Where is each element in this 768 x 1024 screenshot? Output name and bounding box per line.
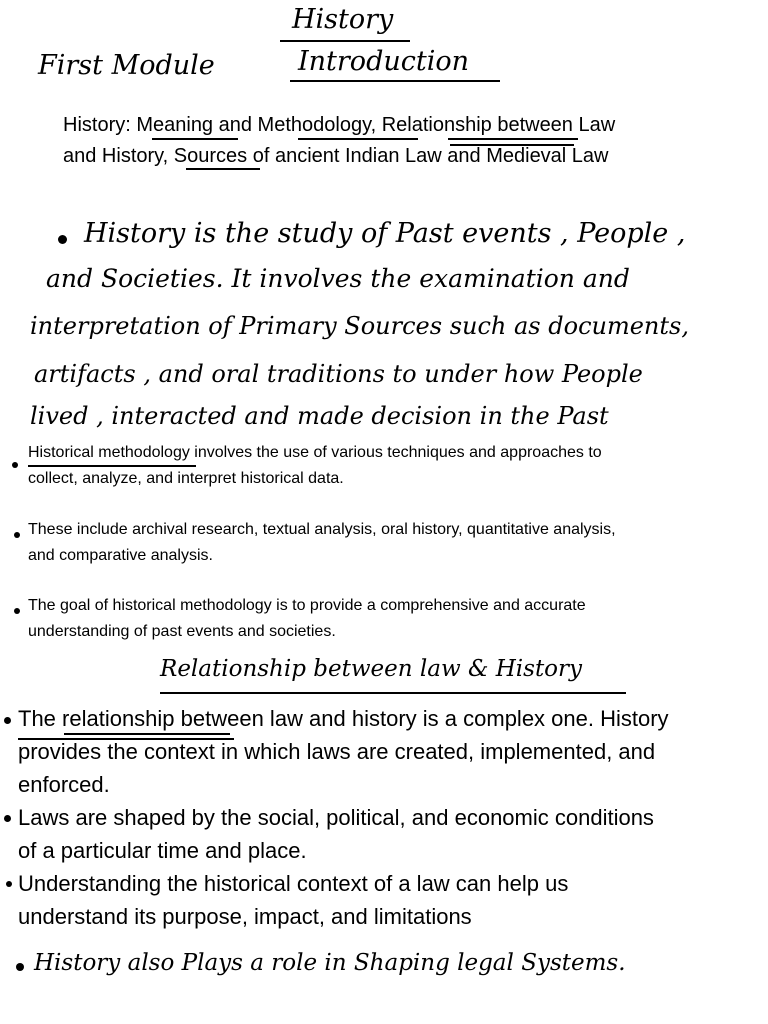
methodology-point-3-line-1: The goal of historical methodology is to provide a comprehensive and accurate xyxy=(28,597,586,614)
underline-relationship xyxy=(448,138,578,140)
relationship-point-2-line-2: of a particular time and place. xyxy=(18,838,307,863)
definition-line-5: lived , interacted and made decision in the Past xyxy=(30,402,609,430)
definition-line-3: interpretation of Primary Sources such as documents, xyxy=(30,312,689,340)
definition-bullet xyxy=(58,235,67,244)
relationship-heading: Relationship between law & History xyxy=(160,656,583,682)
relationship-bullet-3 xyxy=(6,881,12,887)
methodology-point-3-line-2: understanding of past events and societies. xyxy=(28,623,336,640)
methodology-point-1-line-1: Historical methodology involves the use of various techniques and approaches to xyxy=(28,444,602,461)
top-title-underline xyxy=(280,40,410,42)
underline-provides-context xyxy=(18,738,234,740)
relationship-point-2-line-1: Laws are shaped by the social, political, and economic conditions xyxy=(18,805,654,830)
relationship-point-3-line-1: Understanding the historical context of a law can help us xyxy=(18,871,569,896)
module-label: First Module xyxy=(38,50,215,81)
relationship-bullet-1 xyxy=(4,717,11,724)
relationship-point-1-line-2: provides the context in which laws are created, implemented, and xyxy=(18,739,656,764)
methodology-point-1-line-2: collect, analyze, and interpret historical data. xyxy=(28,470,344,487)
methodology-point-2-line-2: and comparative analysis. xyxy=(28,547,213,564)
relationship-heading-underline xyxy=(160,692,626,694)
definition-line-1: History is the study of Past events , People , xyxy=(84,218,686,249)
syllabus-line-1: History: Meaning and Methodology, Relationship between Law xyxy=(63,114,616,136)
underline-law xyxy=(450,144,574,146)
methodology-bullet-3 xyxy=(14,608,20,614)
definition-line-2: and Societies. It involves the examination and xyxy=(46,264,630,293)
page-title-underline xyxy=(290,80,500,82)
final-bullet xyxy=(16,963,24,971)
syllabus-line-2: and History, Sources of ancient Indian Law and Medieval Law xyxy=(63,145,609,167)
definition-line-4: artifacts , and oral traditions to under how People xyxy=(34,360,643,388)
page-title: Introduction xyxy=(298,46,469,77)
underline-sources xyxy=(186,168,260,170)
methodology-bullet-1 xyxy=(12,462,18,468)
underline-methodology xyxy=(298,138,418,140)
methodology-point-2-line-1: These include archival research, textual analysis, oral history, quantitative analysis, xyxy=(28,521,616,538)
relationship-point-1-line-1: The relationship between law and history is a complex one. History xyxy=(18,706,669,731)
relationship-point-1-line-3: enforced. xyxy=(18,772,110,797)
underline-relationship-between xyxy=(64,733,230,735)
final-handwritten-line: History also Plays a role in Shaping legal Systems. xyxy=(34,950,626,976)
relationship-point-3-line-2: understand its purpose, impact, and limitations xyxy=(18,904,472,929)
underline-historical-methodology xyxy=(28,465,196,467)
top-title: History xyxy=(292,4,394,35)
relationship-bullet-2 xyxy=(4,815,11,822)
methodology-bullet-2 xyxy=(14,532,20,538)
underline-meaning xyxy=(152,138,238,140)
